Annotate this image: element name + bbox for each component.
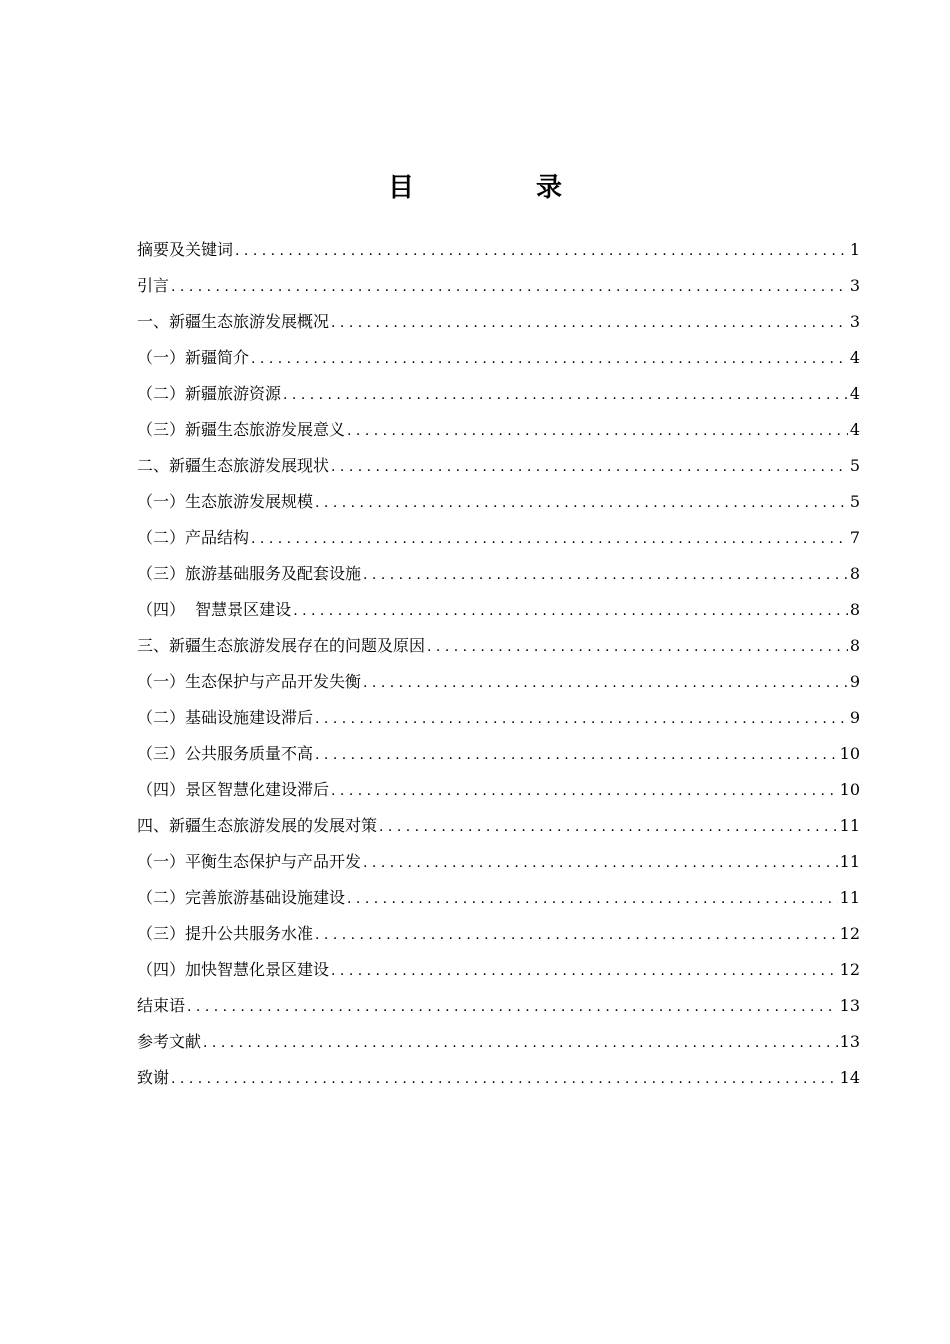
toc-entry (137, 1024, 860, 1060)
toc-dot-leader (379, 809, 838, 845)
toc-entry-label: （二）新疆旅游资源 (137, 384, 282, 403)
toc-entry (137, 808, 860, 844)
toc-entry (137, 664, 860, 700)
table-of-contents (137, 232, 860, 1096)
toc-entry-page: 12 (839, 924, 860, 943)
toc-entry (137, 844, 860, 880)
toc-entry-page: 3 (849, 312, 860, 331)
toc-entry-page: 8 (849, 636, 860, 655)
toc-entry (137, 484, 860, 520)
toc-entry-page: 8 (849, 600, 860, 619)
toc-entry-label: 二、新疆生态旅游发展现状 (137, 456, 330, 475)
toc-entry (137, 592, 860, 628)
toc-entry-label: （一）新疆简介 (137, 348, 250, 367)
toc-entry (137, 556, 860, 592)
toc-entry (137, 232, 860, 268)
toc-entry (137, 448, 860, 484)
toc-entry-label: （三）旅游基础服务及配套设施 (137, 564, 362, 583)
toc-dot-leader (331, 953, 838, 989)
toc-entry (137, 268, 860, 304)
toc-entry-label: （四） 智慧景区建设 (137, 600, 292, 619)
toc-entry (137, 952, 860, 988)
toc-dot-leader (171, 269, 848, 305)
toc-entry-label: （二）产品结构 (137, 528, 250, 547)
toc-entry-page: 5 (849, 456, 860, 475)
toc-entry (137, 916, 860, 952)
toc-entry-label: （四）景区智慧化建设滞后 (137, 780, 330, 799)
toc-entry-page: 8 (849, 564, 860, 583)
toc-dot-leader (203, 1025, 838, 1061)
toc-dot-leader (347, 881, 838, 917)
toc-entry (137, 700, 860, 736)
toc-entry-label: （四）加快智慧化景区建设 (137, 960, 330, 979)
toc-entry (137, 1060, 860, 1096)
toc-entry-page: 4 (849, 420, 860, 439)
toc-entry-page: 5 (849, 492, 860, 511)
toc-entry-label: 结束语 (137, 996, 186, 1015)
toc-entry (137, 880, 860, 916)
toc-dot-leader (331, 449, 848, 485)
toc-entry-page: 11 (839, 816, 860, 835)
toc-entry (137, 520, 860, 556)
toc-entry-label: 四、新疆生态旅游发展的发展对策 (137, 816, 378, 835)
toc-entry-label: （一）平衡生态保护与产品开发 (137, 852, 362, 871)
toc-entry-label: （三）提升公共服务水准 (137, 924, 314, 943)
toc-entry-label: 一、新疆生态旅游发展概况 (137, 312, 330, 331)
toc-dot-leader (315, 701, 848, 737)
toc-entry-label: （三）新疆生态旅游发展意义 (137, 420, 346, 439)
toc-dot-leader (171, 1061, 838, 1097)
toc-dot-leader (315, 737, 838, 773)
toc-entry (137, 628, 860, 664)
toc-entry-page: 11 (839, 852, 860, 871)
toc-entry-page: 3 (849, 276, 860, 295)
toc-entry-label: （二）完善旅游基础设施建设 (137, 888, 346, 907)
toc-entry-page: 4 (849, 384, 860, 403)
toc-entry-page: 11 (839, 888, 860, 907)
toc-entry-page: 13 (839, 996, 860, 1015)
toc-dot-leader (427, 629, 848, 665)
toc-dot-leader (187, 989, 838, 1025)
toc-dot-leader (363, 665, 848, 701)
toc-dot-leader (315, 485, 848, 521)
toc-entry-label: 摘要及关键词 (137, 240, 234, 259)
toc-entry-page: 9 (849, 672, 860, 691)
toc-dot-leader (363, 557, 848, 593)
toc-dot-leader (363, 845, 838, 881)
toc-entry-page: 7 (849, 528, 860, 547)
toc-entry-page: 4 (849, 348, 860, 367)
toc-entry-page: 14 (839, 1068, 860, 1087)
toc-dot-leader (251, 341, 848, 377)
toc-entry-page: 13 (839, 1032, 860, 1051)
toc-entry-label: 参考文献 (137, 1032, 202, 1051)
toc-entry-page: 12 (839, 960, 860, 979)
toc-entry-label: 三、新疆生态旅游发展存在的问题及原因 (137, 636, 426, 655)
toc-entry (137, 304, 860, 340)
toc-entry-page: 1 (849, 240, 860, 259)
toc-entry-page: 10 (839, 780, 860, 799)
toc-dot-leader (331, 773, 838, 809)
page-title: 目 录 (387, 173, 610, 203)
toc-entry-label: （一）生态保护与产品开发失衡 (137, 672, 362, 691)
toc-entry (137, 736, 860, 772)
toc-entry-label: （一）生态旅游发展规模 (137, 492, 314, 511)
toc-entry (137, 376, 860, 412)
toc-dot-leader (347, 413, 848, 449)
toc-dot-leader (315, 917, 838, 953)
toc-dot-leader (293, 593, 848, 629)
toc-entry (137, 988, 860, 1024)
toc-entry-page: 10 (839, 744, 860, 763)
toc-entry-label: 引言 (137, 276, 170, 295)
toc-dot-leader (235, 233, 848, 269)
toc-entry-label: （二）基础设施建设滞后 (137, 708, 314, 727)
toc-entry-label: （三）公共服务质量不高 (137, 744, 314, 763)
toc-entry-page: 9 (849, 708, 860, 727)
toc-dot-leader (331, 305, 848, 341)
toc-entry (137, 772, 860, 808)
toc-entry (137, 340, 860, 376)
toc-dot-leader (251, 521, 848, 557)
toc-entry (137, 412, 860, 448)
toc-dot-leader (283, 377, 848, 413)
toc-entry-label: 致谢 (137, 1068, 170, 1087)
